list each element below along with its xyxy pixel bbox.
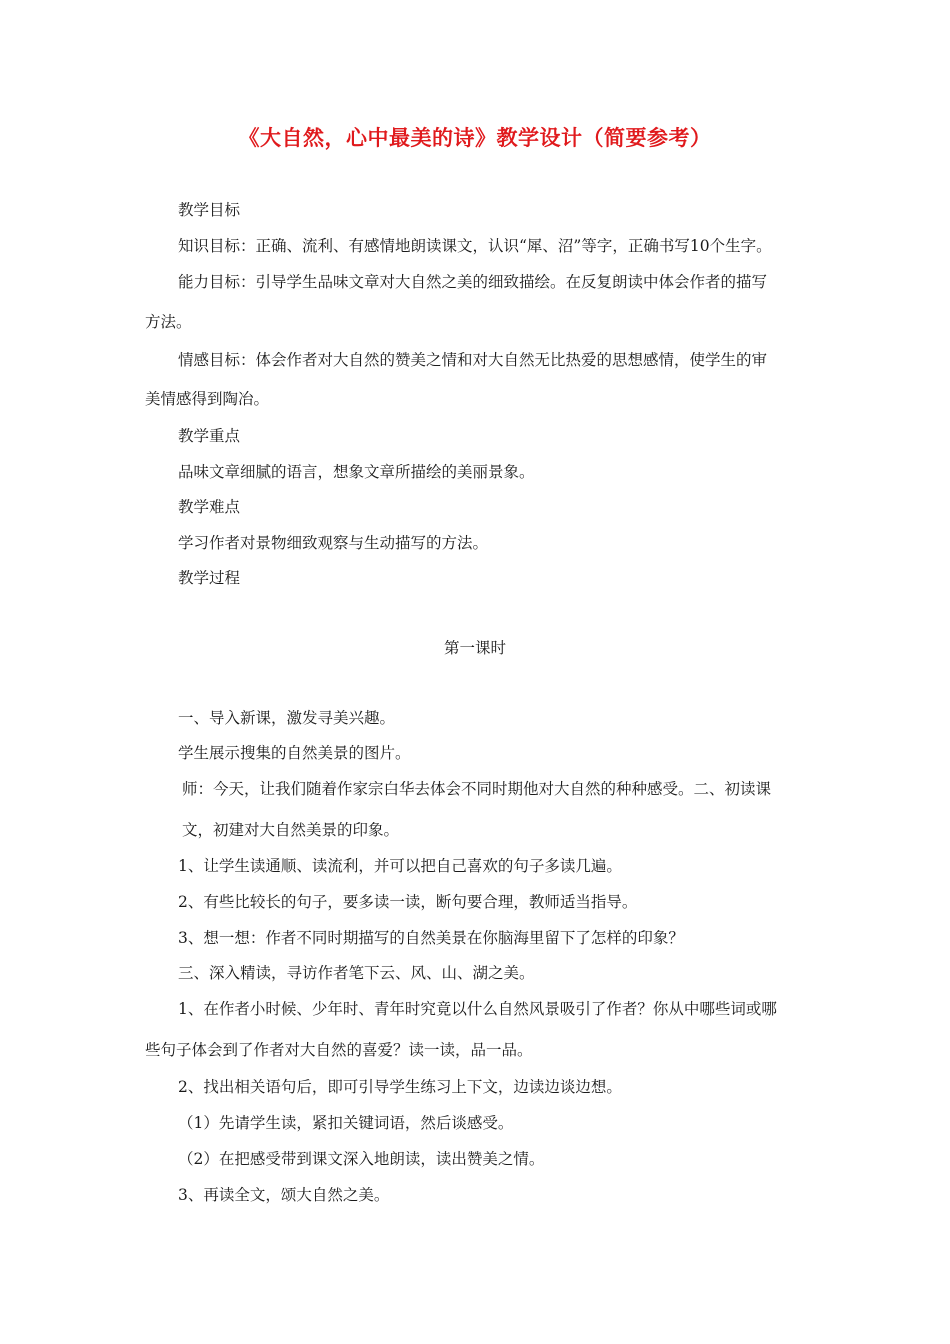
teacher-line-2: 文，初建对大自然美景的印象。 (182, 821, 400, 839)
ability-goal-line-2: 方法。 (145, 313, 192, 331)
step-1: 一、导入新课，激发寻美兴趣。 (178, 709, 396, 727)
ability-goal-line-1: 能力目标：引导学生品味文章对大自然之美的细致描绘。在反复朗读中体会作者的描写 (178, 273, 768, 291)
emotion-goal-line-2: 美情感得到陶冶。 (145, 390, 270, 408)
process-heading: 教学过程 (178, 569, 241, 587)
objectives-heading: 教学目标 (178, 201, 241, 219)
emotion-goal-line-1: 情感目标：体会作者对大自然的赞美之情和对大自然无比热爱的思想感情，使学生的审 (178, 351, 768, 369)
teacher-line-1: 师：今天，让我们随着作家宗白华去体会不同时期他对大自然的种种感受。二、初读课 (182, 780, 772, 798)
reading-item-1: 1、让学生读通顺、读流利，并可以把自己喜欢的句子多读几遍。 (178, 857, 622, 875)
knowledge-goal: 知识目标：正确、流利、有感情地朗读课文，认识“犀、沼”等字，正确书写10个生字。 (178, 237, 772, 255)
deep-reading-2-sub-2: （2）在把感受带到课文深入地朗读，读出赞美之情。 (178, 1150, 545, 1168)
reading-item-2: 2、有些比较长的句子，要多读一读，断句要合理，教师适当指导。 (178, 893, 638, 911)
difficulties-text: 学习作者对景物细致观察与生动描写的方法。 (178, 534, 489, 552)
deep-reading-1-line-2: 些句子体会到了作者对大自然的喜爱？读一读，品一品。 (145, 1041, 533, 1059)
document-title: 《大自然，心中最美的诗》教学设计（简要参考） (238, 126, 712, 150)
key-points-heading: 教学重点 (178, 427, 241, 445)
key-points-text: 品味文章细腻的语言，想象文章所描绘的美丽景象。 (178, 463, 535, 481)
deep-reading-2: 2、找出相关语句后，即可引导学生练习上下文，边读边谈边想。 (178, 1078, 622, 1096)
reading-item-3: 3、想一想：作者不同时期描写的自然美景在你脑海里留下了怎样的印象？ (178, 929, 684, 947)
deep-reading-3: 3、再读全文，颂大自然之美。 (178, 1186, 390, 1204)
step-1-activity: 学生展示搜集的自然美景的图片。 (178, 744, 411, 762)
deep-reading-2-sub-1: （1）先请学生读，紧扣关键词语，然后谈感受。 (178, 1114, 514, 1132)
lesson-heading: 第一课时 (443, 639, 506, 657)
step-3: 三、深入精读，寻访作者笔下云、风、山、湖之美。 (178, 964, 535, 982)
deep-reading-1-line-1: 1、在作者小时候、少年时、青年时究竟以什么自然风景吸引了作者？你从中哪些词或哪 (178, 1000, 777, 1018)
difficulties-heading: 教学难点 (178, 498, 241, 516)
